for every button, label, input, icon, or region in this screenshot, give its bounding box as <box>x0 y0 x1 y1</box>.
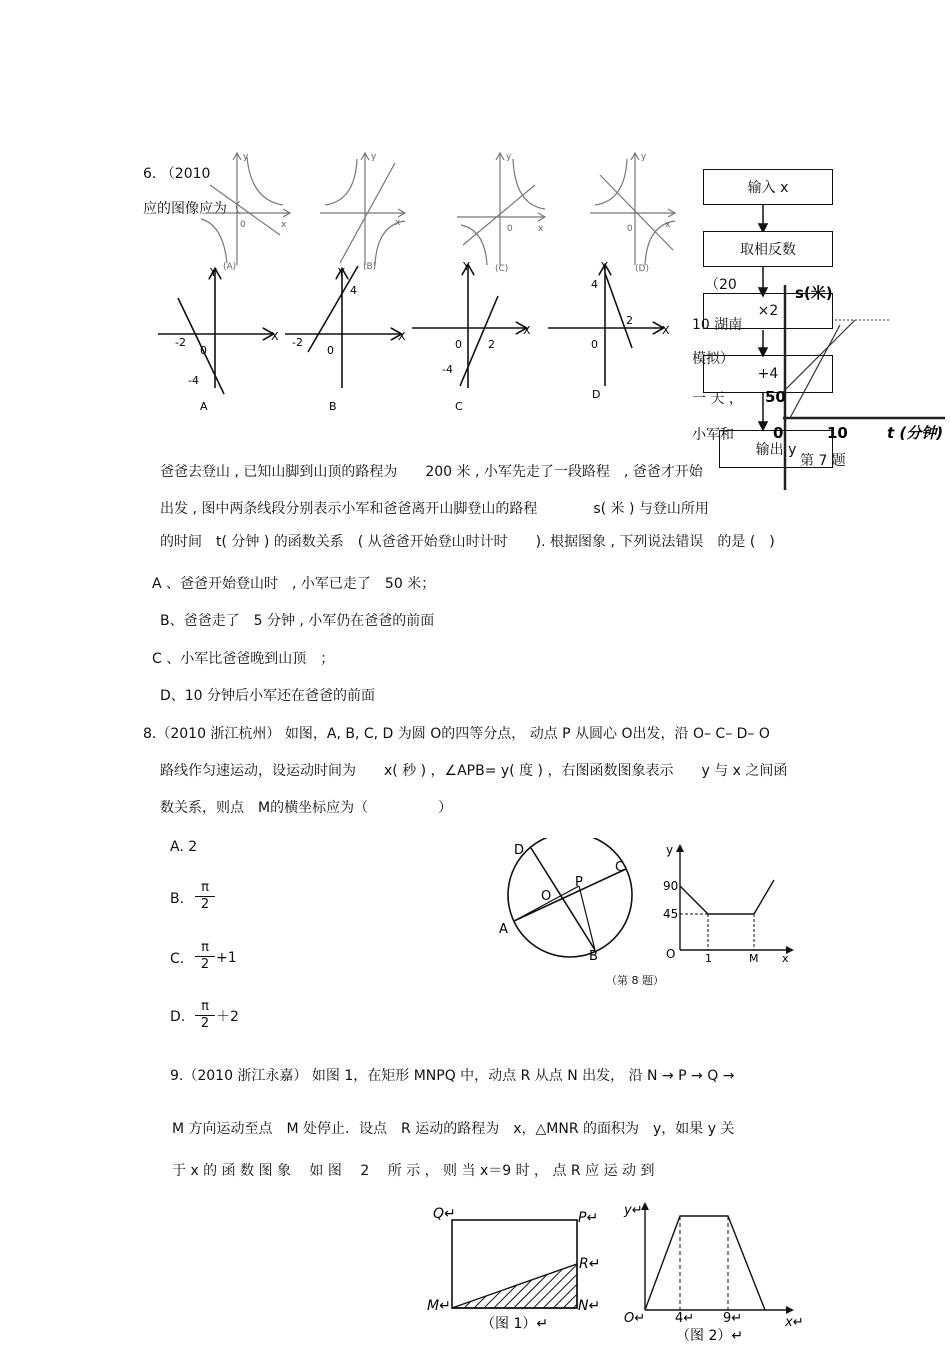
graph-label-y: y <box>666 843 674 857</box>
fig2-caption: （图 2）↵ <box>676 1328 744 1344</box>
graph-origin: O <box>666 947 676 961</box>
q7-fig-t-axis: t (分钟) <box>887 424 944 442</box>
q8-option-c-fraction <box>195 940 215 973</box>
graph-b-y: y <box>371 152 377 162</box>
graph-b-label: (B) <box>363 262 377 272</box>
q8-option-a: A. 2 <box>170 839 198 855</box>
fig2-tick-9: 9↵ <box>723 1311 743 1326</box>
option-a-origin: 0 <box>200 344 207 357</box>
option-c-tick2: -4 <box>442 363 453 376</box>
fig2-tick-4: 4↵ <box>675 1311 695 1326</box>
q6-heading-cont: 应的图像应为（ <box>143 201 241 217</box>
fraction-denominator: 2 <box>200 897 210 912</box>
q8-option-c-letter: C. <box>170 951 185 967</box>
circle-label-b: B <box>589 949 598 964</box>
fraction-numerator: π <box>195 880 215 897</box>
graph-d-y: y <box>641 152 647 162</box>
option-b-ylabel: Y <box>338 266 345 279</box>
option-d-label: D <box>592 388 601 401</box>
circle-label-d: D <box>514 843 525 858</box>
q9-line2: M 方向运动至点 M 处停止．设点 R 运动的路程为 x，△MNR 的面积为 y，如果 y 关 <box>172 1121 735 1137</box>
q7-option-d: D、10 分钟后小军还在爸爸的前面 <box>160 688 376 704</box>
option-d-origin: 0 <box>591 338 598 351</box>
q9-line1: 9.（2010 浙江永嘉） 如图 1，在矩形 MNPQ 中，动点 R 从点 N 出发， 沿 N → P → Q → <box>170 1068 735 1084</box>
q7-side-3: 模拟） <box>692 351 734 367</box>
option-a-xlabel: X <box>271 330 279 343</box>
graph-tick-m: M <box>749 952 759 965</box>
graph-c-x: x <box>538 224 544 234</box>
graph-a-x: x <box>281 220 287 230</box>
fig2-label-x: x↵ <box>785 1315 804 1330</box>
option-c-origin: 0 <box>455 338 462 351</box>
flowchart-times2-box: ×2 <box>703 293 833 329</box>
fig1-label-m: M↵ <box>427 1298 451 1314</box>
q8-option-d-plus: ＋2 <box>216 1009 239 1025</box>
q7-fig-tick-50: 50 <box>765 388 786 406</box>
q7-side-2: 10 湖南 <box>692 317 743 333</box>
graph-a-top <box>201 153 290 265</box>
q8-line3: 数关系，则点 M的横坐标应为（ ） <box>160 800 453 816</box>
graph-d-o: 0 <box>627 224 633 234</box>
graph-a-label: (A) <box>223 262 237 272</box>
q9-figure-1 <box>425 1198 615 1343</box>
graph-d-top <box>590 153 675 265</box>
q7-side-4: 一 天 ， <box>692 391 743 407</box>
graph-tick-1: 1 <box>705 952 712 965</box>
q8-circle-figure <box>495 838 640 968</box>
option-a-tick2: -4 <box>188 374 199 387</box>
option-b-xlabel: X <box>398 330 406 343</box>
q7-body-line1: 爸爸去登山 , 已知山脚到山顶的路程为 200 米 , 小军先走了一段路程 , 爸爸才开始 <box>160 464 703 480</box>
option-b-origin: 0 <box>327 344 334 357</box>
q8-option-b-letter: B. <box>170 891 185 907</box>
q6-top-graphs <box>195 145 705 275</box>
option-c-ylabel: Y <box>463 260 470 273</box>
graph-d-x: x <box>665 220 671 230</box>
option-a-tick1: -2 <box>175 336 186 349</box>
fraction-denominator: 2 <box>200 1016 210 1031</box>
circle-label-p: P <box>575 875 583 890</box>
option-c-label: C <box>455 400 463 413</box>
q8-line1: 8.（2010 浙江杭州） 如图，A, B, C, D 为圆 O的四等分点， 动点 P 从圆心 O出发，沿 O– C– D– O <box>143 726 770 742</box>
q8-option-c-plus: +1 <box>216 950 237 966</box>
option-d-tick2: 2 <box>626 314 633 327</box>
graph-tick-45: 45 <box>663 907 679 921</box>
fig1-label-q: Q↵ <box>433 1206 456 1222</box>
option-b-tick1: -2 <box>292 336 303 349</box>
q7-body-line2: 出发 , 图中两条线段分别表示小军和爸爸离开山脚登山的路程 s( 米 ) 与登山所用 <box>160 501 709 517</box>
option-a-ylabel: Y <box>210 266 217 279</box>
flowchart-negate-box: 取相反数 <box>703 231 833 267</box>
q7-option-c: C 、小军比爸爸晚到山顶 ； <box>152 651 335 667</box>
q8-option-b-fraction <box>195 880 215 913</box>
option-a-label: A <box>200 400 208 413</box>
fig1-label-r: R↵ <box>579 1256 601 1272</box>
graph-label-x: x <box>782 952 789 965</box>
q7-option-b: B、爸爸走了 5 分钟 , 小军仍在爸爸的前面 <box>160 613 435 629</box>
fraction-denominator: 2 <box>200 957 210 972</box>
flowchart-input-box: 输入 x <box>703 169 833 205</box>
flowchart-plus4-box: +4 <box>703 355 833 393</box>
q8-function-graph <box>660 840 805 970</box>
q7-fig-tick-10: 10 <box>827 424 848 442</box>
fraction-numerator: π <box>195 940 215 957</box>
fig2-label-y: y↵ <box>624 1203 643 1218</box>
option-d-tick1: 4 <box>591 278 598 291</box>
option-d-ylabel: Y <box>601 260 608 273</box>
q7-option-a: A 、爸爸开始登山时 , 小军已走了 50 米； <box>152 576 436 592</box>
q6-heading: 6. （2010 <box>143 166 211 182</box>
option-a-graph <box>158 270 272 394</box>
q7-side-1: （20 <box>705 277 737 293</box>
graph-c-label: (C) <box>495 264 509 274</box>
q9-line3: 于 x 的 函 数 图 象 如 图 2 所 示 ， 则 当 x＝9 时 ， 点 R 应 运 动 到 <box>172 1163 655 1179</box>
option-c-tick1: 2 <box>488 338 495 351</box>
q8-figure-caption: （第 8 题） <box>606 974 664 987</box>
circle-label-a: A <box>499 922 508 937</box>
graph-a-o: 0 <box>240 220 246 230</box>
graph-b-x: x <box>395 218 401 228</box>
option-b-tick2: 4 <box>350 284 357 297</box>
fig2-origin: O↵ <box>624 1311 646 1326</box>
graph-a-y: y <box>243 152 249 162</box>
option-c-xlabel: X <box>523 324 531 337</box>
option-d-xlabel: X <box>662 324 670 337</box>
option-b-label: B <box>329 400 337 413</box>
fig1-label-p: P↵ <box>578 1210 599 1226</box>
graph-d-label: (D) <box>635 264 649 274</box>
graph-c-top <box>457 153 545 265</box>
option-d-graph <box>548 266 662 386</box>
option-b-graph <box>285 266 400 388</box>
fraction-numerator: π <box>195 999 215 1016</box>
q9-figure-2 <box>620 1198 805 1345</box>
fig1-label-n: N↵ <box>578 1298 601 1314</box>
option-c-graph <box>412 266 525 388</box>
flowchart-output-box: 输出 y <box>719 430 833 468</box>
q8-line2: 路线作匀速运动，设运动时间为 x( 秒 ) ，∠APB= y( 度 ) ，右图函数图象表示 y 与 x 之间函 <box>160 763 788 779</box>
q7-fig-s-label: s(米) <box>795 284 833 302</box>
q6-option-graphs <box>150 258 680 418</box>
q7-fig-caption: 第 7 题 <box>800 453 846 469</box>
graph-tick-90: 90 <box>663 879 679 893</box>
q8-option-d-letter: D. <box>170 1009 186 1025</box>
graph-c-y: y <box>506 152 512 162</box>
q7-side-5: 小军和 <box>692 427 734 443</box>
q7-body-line3: 的时间 t( 分钟 ) 的函数关系 ( 从爸爸开始登山时计时 ). 根据图象 , 下列说法错误 的是 ( ) <box>160 534 775 550</box>
graph-c-o: 0 <box>507 224 513 234</box>
q7-fig-tick-0: 0 <box>773 424 784 442</box>
q8-option-d-fraction <box>195 999 215 1032</box>
graph-b-top <box>320 153 405 265</box>
circle-label-c: C <box>615 860 625 875</box>
circle-label-o: O <box>541 889 552 904</box>
fig1-caption: （图 1）↵ <box>481 1316 549 1332</box>
